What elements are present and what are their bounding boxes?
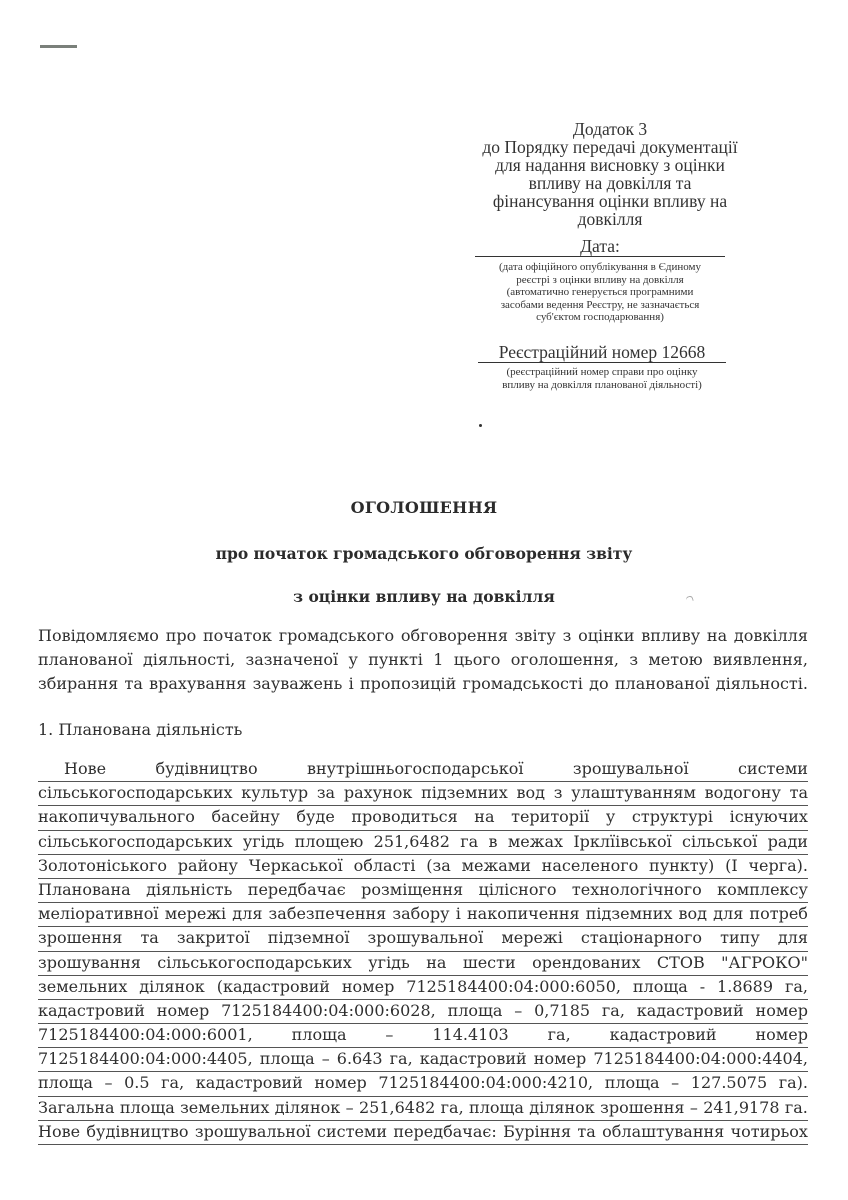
word: площа [604, 1073, 660, 1093]
word: номер [341, 976, 395, 996]
word: площа [259, 1049, 315, 1069]
word: Планована [38, 879, 131, 899]
word: планованої [38, 650, 133, 670]
word: га, [161, 1073, 185, 1093]
word: вод [516, 783, 545, 803]
word: закритої [176, 928, 250, 948]
word: діяльності. [715, 674, 808, 694]
word: типу [720, 928, 760, 948]
date-note-line: суб'єктом господарювання) [536, 311, 664, 323]
word: врахування [149, 674, 247, 694]
text-line [38, 673, 808, 697]
word: Нове [64, 759, 107, 778]
word: ради [767, 831, 808, 851]
text-line [38, 1072, 808, 1096]
word: системи [317, 1121, 388, 1141]
word: сільськогосподарських [157, 952, 352, 972]
word: 1.8689 [717, 976, 774, 996]
word: технологічного [571, 879, 702, 899]
word: забору [392, 904, 450, 924]
word: орендованих [532, 952, 641, 972]
word: зрошувальної [367, 928, 484, 948]
word: 251,6482 [373, 831, 450, 851]
word: 7125184400:04:000:4404, [593, 1049, 808, 1069]
word: - [699, 976, 706, 996]
word: структурі [631, 807, 713, 827]
word: ділянок [274, 1097, 341, 1117]
word: 7125184400:04:000:6028, [221, 1000, 436, 1020]
date-note-line: (дата офіційного опублікування в Єдиному [499, 261, 701, 273]
text-line [38, 1048, 808, 1072]
word: на [474, 807, 495, 827]
date-note-line: (автоматично генерується програмними [506, 286, 694, 298]
word: 251,6482 [358, 1097, 436, 1117]
word: межами [461, 855, 531, 875]
word: діяльності, [142, 650, 236, 670]
document-subtitle: з оцінки впливу на довкілля [293, 587, 555, 606]
word: Золотоніського [38, 855, 167, 875]
word: "АГРОКО" [721, 952, 808, 972]
word: – [514, 1000, 523, 1020]
word: збирання [38, 674, 119, 694]
word: стаціонарного [580, 928, 703, 948]
word: та [140, 928, 159, 948]
word: 1 [433, 650, 444, 670]
word: Загальна [38, 1097, 115, 1117]
word: метою [648, 650, 703, 670]
word: кадастровий [195, 1073, 303, 1093]
word: га, [440, 1097, 464, 1117]
word: Нове [38, 1121, 81, 1141]
section-heading: 1. Планована діяльність [38, 720, 243, 739]
text-line [38, 1024, 808, 1048]
word: буде [296, 807, 335, 827]
word: рахунок [343, 783, 413, 803]
text-line [38, 1000, 808, 1024]
word: га, [547, 1025, 571, 1045]
text-line [38, 927, 808, 951]
text-line [38, 879, 808, 903]
document-title: ОГОЛОШЕННЯ [350, 498, 498, 517]
registration-note-line: (реєстраційний номер справи про оцінку [506, 366, 698, 378]
word: земельних [38, 976, 128, 996]
word: для [232, 904, 263, 924]
word: проводиться [351, 807, 458, 827]
word: внутрішньогосподарської [306, 759, 524, 778]
scan-mark [40, 45, 77, 48]
word: земельних [180, 1097, 270, 1117]
word: 7125184400:04:000:4210, [378, 1073, 594, 1093]
word: угідь [242, 831, 285, 851]
word: 7125184400:04:000:4405, [38, 1049, 253, 1069]
word: у [605, 807, 616, 827]
appendix-line: для надання висновку з оцінки [495, 155, 725, 175]
word: довкілля [733, 626, 808, 645]
word: зрошування [38, 952, 141, 972]
registration-label: Реєстраційний номер 12668 [478, 342, 726, 363]
word: зауважень [252, 674, 343, 694]
word: населеного [541, 855, 639, 875]
word: зрошувальної [572, 759, 689, 778]
word: площа [632, 976, 688, 996]
word: 114.4103 [432, 1025, 509, 1045]
word: площа [38, 1073, 93, 1093]
text-line [38, 649, 808, 673]
word: цілісного [478, 879, 557, 899]
word: га, [601, 1000, 625, 1020]
word: (за [426, 855, 451, 875]
word: культур [241, 783, 309, 803]
word: підземних [585, 904, 673, 924]
word: підземних [421, 783, 508, 803]
word: будівництво [86, 1121, 189, 1141]
word: початок [203, 626, 272, 645]
word: га, [389, 1049, 413, 1069]
word: до [589, 674, 609, 694]
word: громадськості [462, 674, 583, 694]
word: забезпечення [268, 904, 387, 924]
word: площа [291, 1025, 347, 1045]
word: номер [156, 1000, 210, 1020]
word: – [671, 1073, 680, 1093]
word: про [165, 626, 197, 645]
word: номер [533, 1049, 587, 1069]
text-line [38, 952, 808, 976]
date-note-line: реєстрі з оцінки впливу на довкілля [516, 273, 684, 286]
intro-paragraph [38, 625, 808, 698]
text-line [38, 806, 808, 830]
text-line [38, 831, 808, 855]
word: ділянок [139, 976, 205, 996]
word: черга). [748, 855, 808, 875]
word: передбачає [247, 879, 346, 899]
word: виявлення, [713, 650, 808, 670]
appendix-line: Додаток 3 [572, 119, 648, 139]
word: площа [119, 1097, 175, 1117]
word: для [777, 928, 808, 948]
word: звіту [514, 626, 556, 645]
word: потреб [749, 904, 808, 924]
word: та [789, 783, 808, 803]
word: будівництво [155, 759, 258, 778]
document-subtitle: про початок громадського обговорення звіту [215, 544, 633, 563]
word: ділянок [529, 1097, 595, 1117]
word: передбачає: [393, 1121, 497, 1141]
word: пункту) [649, 855, 715, 875]
word: га, [784, 976, 808, 996]
word: площею [294, 831, 364, 851]
word: пункті [368, 650, 423, 670]
appendix-line: до Порядку передачі документації [482, 137, 738, 157]
appendix-line: фінансування оцінки впливу на [492, 191, 728, 211]
word: номер [755, 1025, 808, 1045]
appendix-line: впливу на довкілля та [528, 173, 692, 193]
word: планованої [614, 674, 710, 694]
word: Повідомляємо [38, 626, 159, 645]
word: зрошувальної [194, 1121, 311, 1141]
word: і [455, 904, 461, 924]
word: улаштуванням [571, 783, 696, 803]
word: для [713, 904, 744, 924]
word: оголошення, [510, 650, 619, 670]
word: обговорення [400, 626, 508, 645]
word: кадастровий [38, 1000, 145, 1020]
word: системи [737, 759, 808, 778]
word: вод [678, 904, 708, 924]
word: пропозицій [360, 674, 457, 694]
word: Ірклїівської [573, 831, 672, 851]
registration-number [478, 342, 726, 391]
word: з [553, 783, 563, 803]
word: кадастровий [419, 1049, 527, 1069]
word: на [706, 626, 728, 645]
word: оцінки [578, 626, 635, 645]
word: території [511, 807, 590, 827]
appendix-header [440, 120, 780, 228]
word: мережі [164, 904, 227, 924]
word: Черкаської [248, 855, 343, 875]
word: існуючих [729, 807, 808, 827]
word: накопичення [466, 904, 580, 924]
date-note-line: засобами ведення Реєстру, не зазначається [500, 298, 700, 311]
word: СТОВ [656, 952, 705, 972]
word: 7125184400:04:000:6001, [38, 1025, 253, 1045]
word: 0,7185 [534, 1000, 591, 1020]
word: чотирьох [730, 1121, 808, 1141]
word: і [348, 674, 354, 694]
word: (I [725, 855, 738, 875]
word: кадастровий [636, 1000, 744, 1020]
word: 0.5 [124, 1073, 150, 1093]
word: меліоративної [38, 904, 159, 924]
text-line [38, 855, 808, 879]
word: 127.5075 [690, 1073, 768, 1093]
word: 241,9178 [703, 1097, 780, 1117]
word: району [177, 855, 238, 875]
word: угідь [368, 952, 410, 972]
scan-speck [479, 424, 482, 427]
word: – [689, 1097, 698, 1117]
word: та [124, 674, 143, 694]
word: зрошення [600, 1097, 685, 1117]
word: накопичувального [38, 807, 195, 827]
word: в [488, 831, 498, 851]
word: га). [778, 1073, 808, 1093]
word: підземної [267, 928, 350, 948]
date-field [475, 236, 725, 324]
text-line [38, 758, 808, 782]
date-note [475, 261, 725, 324]
text-line [38, 903, 808, 927]
date-label: Дата: [475, 236, 725, 257]
word: діяльність [146, 879, 233, 899]
planned-activity-paragraph [38, 758, 808, 1145]
word: сільськогосподарських [38, 783, 233, 803]
word: га. [784, 1097, 808, 1117]
registration-note-line: впливу на довкілля планованої діяльності) [502, 378, 702, 391]
word: площа [447, 1000, 503, 1020]
word: сільськогосподарських [38, 831, 233, 851]
word: кадастровий [609, 1025, 717, 1045]
word: облаштування [602, 1121, 725, 1141]
text-line [38, 976, 808, 1000]
word: 7125184400:04:000:6050, [406, 976, 621, 996]
word: номер [314, 1073, 367, 1093]
word: з [562, 626, 572, 645]
word: розміщення [361, 879, 464, 899]
word: з [629, 650, 639, 670]
word: впливу [641, 626, 701, 645]
word: водогону [704, 783, 781, 803]
text-line [38, 625, 808, 649]
text-line [38, 782, 808, 806]
word: площа [469, 1097, 524, 1117]
registration-note [478, 366, 726, 391]
word: – [104, 1073, 113, 1093]
word: га [460, 831, 479, 851]
appendix-line: довкілля [577, 209, 643, 229]
word: – [385, 1025, 394, 1045]
word: за [316, 783, 336, 803]
word: цього [453, 650, 501, 670]
word: Буріння [503, 1121, 572, 1141]
word: у [348, 650, 358, 670]
word: зрошення [38, 928, 123, 948]
word: басейну [211, 807, 280, 827]
word: номер [755, 1000, 808, 1020]
word: зазначеної [245, 650, 339, 670]
text-line [38, 1097, 808, 1121]
word: громадського [278, 626, 395, 645]
word: 6.643 [336, 1049, 383, 1069]
word: – [345, 1097, 354, 1117]
word: мережі [501, 928, 563, 948]
word: комплексу [717, 879, 808, 899]
word: області [353, 855, 416, 875]
word: на [426, 952, 447, 972]
word: (кадастровий [216, 976, 330, 996]
word: межах [507, 831, 564, 851]
word: – [321, 1049, 330, 1069]
word: шести [462, 952, 516, 972]
word: сільської [682, 831, 758, 851]
text-line [38, 1121, 808, 1145]
word: та [577, 1121, 596, 1141]
